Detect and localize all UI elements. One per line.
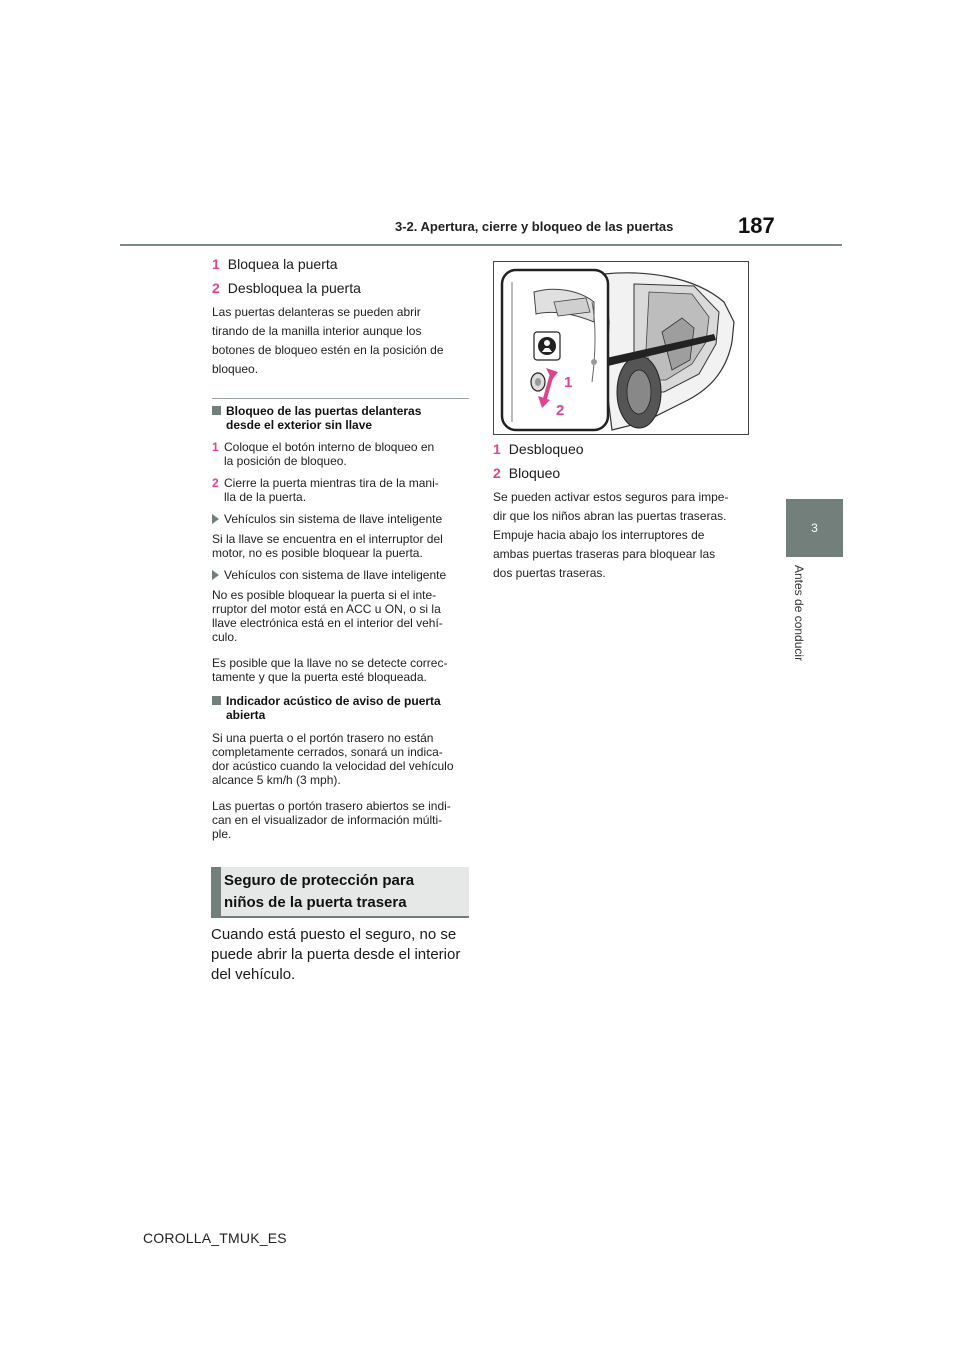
subsection-rule bbox=[212, 398, 469, 399]
child-lock-note bbox=[493, 488, 728, 583]
text-line: No es posible bloquear la puerta si el inte- bbox=[212, 588, 437, 602]
page-number: 187 bbox=[738, 213, 775, 238]
callout-1: 1 bbox=[564, 374, 573, 391]
note-line: Se pueden activar estos seguros para impe- bbox=[493, 490, 729, 504]
case2-text bbox=[212, 588, 443, 644]
text-line: completamente cerrados, sonará un indica- bbox=[212, 745, 443, 759]
step-text: Bloquea la puerta bbox=[227, 256, 338, 272]
callout-2: 2 bbox=[556, 402, 565, 419]
step-number: 2 bbox=[212, 280, 220, 296]
step-line: Cierre la puerta mientras tira de la mani- bbox=[224, 476, 439, 490]
child-lock-step-2 bbox=[493, 465, 560, 481]
open-door-display-text bbox=[212, 799, 451, 841]
step-number: 1 bbox=[212, 256, 220, 272]
document-code: COROLLA_TMUK_ES bbox=[143, 1230, 287, 1246]
title-line: Seguro de protección para bbox=[224, 872, 415, 889]
section-header-bar bbox=[211, 867, 221, 917]
text-line: alcance 5 km/h (3 mph). bbox=[212, 773, 341, 787]
step-number: 1 bbox=[493, 441, 501, 457]
subsection-bullet bbox=[212, 406, 221, 415]
step-line: lla de la puerta. bbox=[224, 490, 307, 504]
front-door-note bbox=[212, 303, 444, 379]
text-line: Es posible que la llave no se detecte correc- bbox=[212, 656, 448, 670]
step-text: Bloqueo bbox=[508, 465, 561, 481]
step-text: Desbloquea la puerta bbox=[227, 280, 361, 296]
text-line: motor, no es posible bloquear la puerta. bbox=[212, 546, 423, 560]
child-lock-step-1 bbox=[493, 441, 584, 457]
step-number: 1 bbox=[212, 440, 219, 454]
section-header-underline bbox=[211, 916, 469, 918]
title-line: Bloqueo de las puertas delanteras bbox=[226, 404, 422, 418]
step-line: la posición de bloqueo. bbox=[224, 454, 347, 468]
subsection-title-door-buzzer bbox=[226, 694, 441, 722]
text-line: del vehículo. bbox=[211, 966, 296, 983]
lock-step-2 bbox=[212, 280, 361, 296]
header-section-title: 3-2. Apertura, cierre y bloqueo de las puertas bbox=[395, 219, 674, 234]
car-door-drawing bbox=[494, 262, 748, 434]
text-line: Las puertas o portón trasero abiertos se indi- bbox=[212, 799, 451, 813]
note-line: tirando de la manilla interior aunque los bbox=[212, 324, 422, 338]
text-line: ple. bbox=[212, 827, 232, 841]
note-line: bloqueo. bbox=[212, 362, 259, 376]
text-line: rruptor del motor está en ACC u ON, o si la bbox=[212, 602, 441, 616]
case2-title: Vehículos con sistema de llave inteligente bbox=[224, 568, 447, 582]
front-lock-step-1 bbox=[212, 440, 472, 470]
lock-step-1 bbox=[212, 256, 338, 272]
title-line: desde el exterior sin llave bbox=[226, 418, 373, 432]
note-line: dos puertas traseras. bbox=[493, 566, 606, 580]
text-line: Cuando está puesto el seguro, no se bbox=[211, 926, 457, 943]
case-arrow-icon bbox=[212, 514, 219, 524]
buzzer-text bbox=[212, 731, 454, 787]
title-line: niños de la puerta trasera bbox=[224, 894, 407, 911]
text-line: Si una puerta o el portón trasero no están bbox=[212, 731, 434, 745]
subsection-bullet bbox=[212, 696, 221, 705]
section-title-child-lock bbox=[224, 870, 414, 914]
text-line: Si la llave se encuentra en el interruptor del bbox=[212, 532, 443, 546]
text-line: dor acústico cuando la velocidad del vehículo bbox=[212, 759, 454, 773]
subsection-title-front-lock bbox=[226, 404, 421, 432]
key-detection-note bbox=[212, 656, 447, 684]
note-line: ambas puertas traseras para bloquear las bbox=[493, 547, 716, 561]
chapter-number: 3 bbox=[811, 521, 818, 535]
chapter-label: Antes de conducir bbox=[792, 565, 806, 662]
note-line: dir que los niños abran las puertas traseras. bbox=[493, 509, 727, 523]
step-line: Coloque el botón interno de bloqueo en bbox=[224, 440, 435, 454]
chapter-tab bbox=[786, 499, 843, 557]
title-line: abierta bbox=[226, 708, 266, 722]
step-number: 2 bbox=[493, 465, 501, 481]
case-arrow-icon bbox=[212, 570, 219, 580]
text-line: culo. bbox=[212, 630, 238, 644]
step-text: Desbloqueo bbox=[508, 441, 584, 457]
case1-title: Vehículos sin sistema de llave inteligente bbox=[224, 512, 443, 526]
note-line: Las puertas delanteras se pueden abrir bbox=[212, 305, 421, 319]
note-line: Empuje hacia abajo los interruptores de bbox=[493, 528, 705, 542]
case1-text bbox=[212, 532, 443, 560]
text-line: puede abrir la puerta desde el interior bbox=[211, 946, 461, 963]
text-line: llave electrónica está en el interior del vehí- bbox=[212, 616, 443, 630]
child-lock-illustration bbox=[493, 261, 749, 435]
header-rule bbox=[120, 244, 842, 246]
front-lock-step-2 bbox=[212, 476, 472, 506]
text-line: can en el visualizador de información múlti- bbox=[212, 813, 443, 827]
note-line: botones de bloqueo estén en la posición de bbox=[212, 343, 444, 357]
text-line: tamente y que la puerta esté bloqueada. bbox=[212, 670, 427, 684]
title-line: Indicador acústico de aviso de puerta bbox=[226, 694, 441, 708]
child-lock-description bbox=[211, 925, 460, 985]
step-number: 2 bbox=[212, 476, 219, 490]
